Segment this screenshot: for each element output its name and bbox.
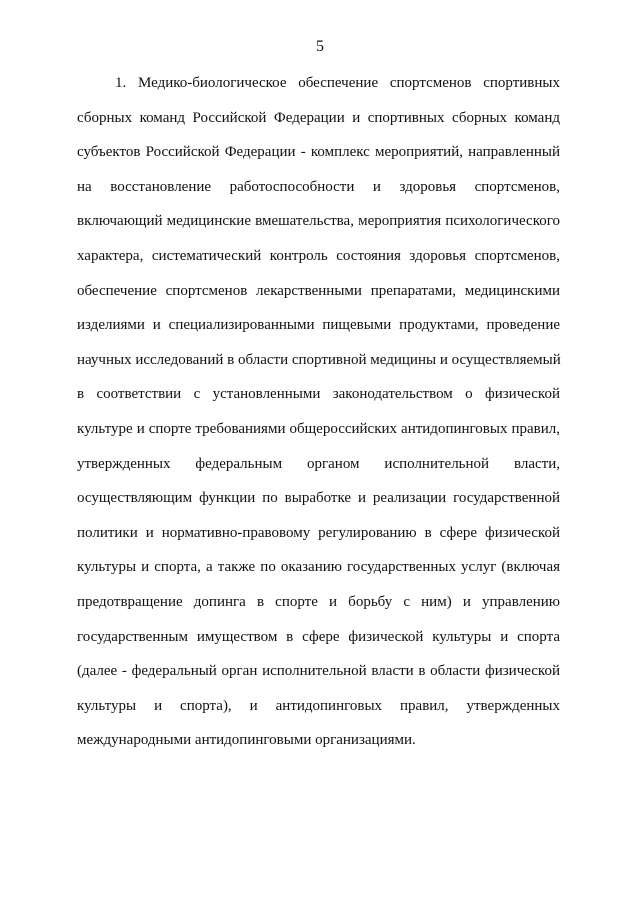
text-line: субъектов Российской Федерации - комплекс мероприятий, направленный bbox=[77, 144, 560, 161]
text-line: научных исследований в области спортивной медицины и осуществляемый bbox=[77, 351, 561, 368]
page-number: 5 bbox=[316, 38, 324, 55]
text-line: в соответствии с установленными законодательством о физической bbox=[77, 386, 560, 403]
text-line: культуре и спорте требованиями общероссийских антидопинговых правил, bbox=[77, 420, 560, 437]
text-line: предотвращение допинга в спорте и борьбу с ним) и управлению bbox=[77, 593, 560, 610]
text-line: государственным имуществом в сфере физической культуры и спорта bbox=[77, 628, 560, 645]
text-line: на восстановление работоспособности и здоровья спортсменов, bbox=[77, 178, 560, 195]
text-line: изделиями и специализированными пищевыми продуктами, проведение bbox=[77, 317, 560, 334]
text-line: международными антидопинговыми организациями. bbox=[77, 732, 416, 749]
text-line: культуры и спорта), и антидопинговых правил, утвержденных bbox=[77, 697, 560, 714]
text-line: (далее - федеральный орган исполнительной власти в области физической bbox=[77, 663, 560, 680]
text-line: культуры и спорта, а также по оказанию государственных услуг (включая bbox=[77, 559, 560, 576]
paragraph-1 bbox=[77, 66, 560, 758]
text-line: включающий медицинские вмешательства, мероприятия психологического bbox=[77, 213, 560, 230]
text-line: характера, систематический контроль состояния здоровья спортсменов, bbox=[77, 247, 560, 264]
text-line: 1. Медико-биологическое обеспечение спортсменов спортивных bbox=[115, 75, 560, 91]
text-line: обеспечение спортсменов лекарственными препаратами, медицинскими bbox=[77, 282, 560, 299]
text-line: политики и нормативно-правовому регулированию в сфере физической bbox=[77, 524, 560, 541]
text-line: осуществляющим функции по выработке и реализации государственной bbox=[77, 490, 560, 507]
text-line: сборных команд Российской Федерации и спортивных сборных команд bbox=[77, 109, 560, 126]
text-line: утвержденных федеральным органом исполнительной власти, bbox=[77, 455, 560, 472]
